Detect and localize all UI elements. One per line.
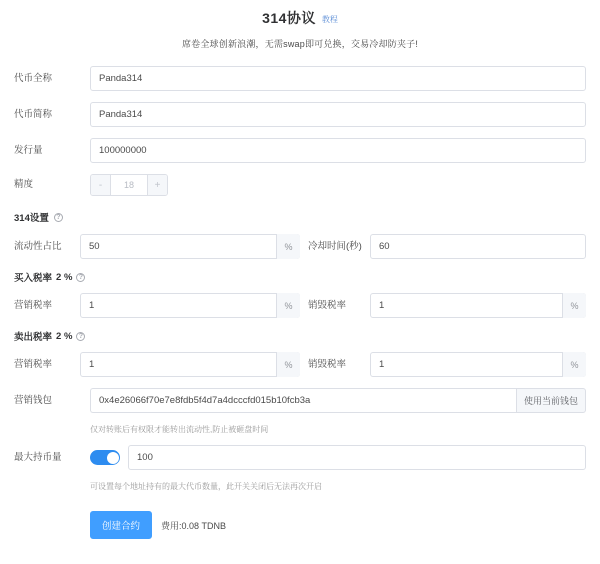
label-buy-marketing-tax: 营销税率 <box>14 299 53 311</box>
total-supply-input[interactable] <box>90 138 586 163</box>
percent-suffix-icon: % <box>562 293 586 318</box>
field-row-token-name <box>14 66 586 91</box>
max-hold-hint: 可设置每个地址持有的最大代币数量，此开关关闭后无法再次开启 <box>90 482 322 491</box>
label-total-supply: 发行量 <box>14 144 43 156</box>
field-max-hold <box>128 445 586 470</box>
label-marketing-wallet: 营销钱包 <box>14 394 53 406</box>
cell-cooldown <box>300 234 586 259</box>
cell-sell-burn-tax <box>300 352 586 377</box>
decrement-icon[interactable]: - <box>91 175 111 195</box>
submit-row <box>90 511 586 539</box>
cell-sell-marketing-tax <box>14 352 300 377</box>
field-total-supply <box>90 138 586 163</box>
section-314-heading <box>14 210 586 224</box>
field-row-max-hold <box>14 445 586 470</box>
field-token-name <box>90 66 586 91</box>
create-contract-button[interactable]: 创建合约 <box>90 511 152 539</box>
label-sell-burn-tax: 销毁税率 <box>308 358 347 370</box>
label-liquidity-ratio: 流动性占比 <box>14 240 62 252</box>
row-liquidity-cooldown <box>14 234 586 259</box>
question-mark-icon[interactable]: ? <box>54 213 63 222</box>
label-token-name: 代币全称 <box>14 72 53 84</box>
page-title: 314协议 <box>262 10 316 26</box>
percent-suffix-icon: % <box>562 352 586 377</box>
decimals-value[interactable]: 18 <box>123 180 134 190</box>
sell-burn-tax-input[interactable] <box>370 352 586 377</box>
title-row <box>0 8 600 28</box>
buy-marketing-tax-input[interactable] <box>80 293 300 318</box>
percent-suffix-icon: % <box>276 234 300 259</box>
percent-suffix-icon: % <box>276 293 300 318</box>
buy-tax-percent: 2 % <box>56 271 73 283</box>
marketing-wallet-input[interactable] <box>90 388 516 413</box>
cell-buy-burn-tax <box>300 293 586 318</box>
sell-tax-title: 卖出税率 <box>14 332 53 343</box>
field-row-total-supply <box>14 138 586 163</box>
label-decimals: 精度 <box>14 179 34 190</box>
buy-tax-title: 买入税率 <box>14 273 53 284</box>
field-token-symbol <box>90 102 586 127</box>
field-decimals <box>90 174 586 196</box>
tutorial-link[interactable]: 教程 <box>321 15 338 24</box>
label-cooldown: 冷却时间(秒) <box>308 240 362 252</box>
field-sell-burn-tax <box>370 352 586 377</box>
field-buy-marketing-tax <box>80 293 300 318</box>
buy-tax-heading <box>14 270 586 284</box>
token-form <box>0 66 600 539</box>
sell-tax-percent: 2 % <box>56 330 73 342</box>
fee-text: 费用:0.08 TDNB <box>161 520 227 531</box>
question-mark-icon[interactable]: ? <box>76 332 85 341</box>
marketing-wallet-hint: 仅对转账后有权限才能转出流动性,防止被砸盘时间 <box>90 425 269 434</box>
field-marketing-wallet <box>90 388 586 413</box>
sell-marketing-tax-input[interactable] <box>80 352 300 377</box>
row-buy-tax <box>14 293 586 318</box>
use-current-wallet-button[interactable]: 使用当前钱包 <box>516 388 586 413</box>
page-subtitle: 席卷全球创新浪潮，无需swap即可兑换，交易冷却防夹子! <box>181 39 419 49</box>
cooldown-input[interactable] <box>370 234 586 259</box>
liquidity-ratio-input[interactable] <box>80 234 300 259</box>
buy-burn-tax-input[interactable] <box>370 293 586 318</box>
token-name-input[interactable] <box>90 66 586 91</box>
label-max-hold: 最大持币量 <box>14 451 62 463</box>
field-cooldown <box>370 234 586 259</box>
field-sell-marketing-tax <box>80 352 300 377</box>
page-header <box>0 0 600 50</box>
field-liquidity-ratio <box>80 234 300 259</box>
label-sell-marketing-tax: 营销税率 <box>14 358 53 370</box>
label-token-symbol: 代币简称 <box>14 108 53 120</box>
field-row-marketing-wallet <box>14 388 586 413</box>
cell-buy-marketing-tax <box>14 293 300 318</box>
field-row-decimals <box>14 174 586 196</box>
max-hold-toggle[interactable] <box>90 450 120 465</box>
token-symbol-input[interactable] <box>90 102 586 127</box>
toggle-knob-icon <box>107 452 119 464</box>
field-row-token-symbol <box>14 102 586 127</box>
field-buy-burn-tax <box>370 293 586 318</box>
cell-liquidity-ratio <box>14 234 300 259</box>
sell-tax-heading <box>14 329 586 343</box>
percent-suffix-icon: % <box>276 352 300 377</box>
label-buy-burn-tax: 销毁税率 <box>308 299 347 311</box>
row-sell-tax <box>14 352 586 377</box>
decimals-stepper[interactable] <box>90 174 168 196</box>
increment-icon[interactable]: + <box>147 175 167 195</box>
max-hold-input[interactable] <box>128 445 586 470</box>
question-mark-icon[interactable]: ? <box>76 273 85 282</box>
section-314-title: 314设置 <box>14 213 49 224</box>
